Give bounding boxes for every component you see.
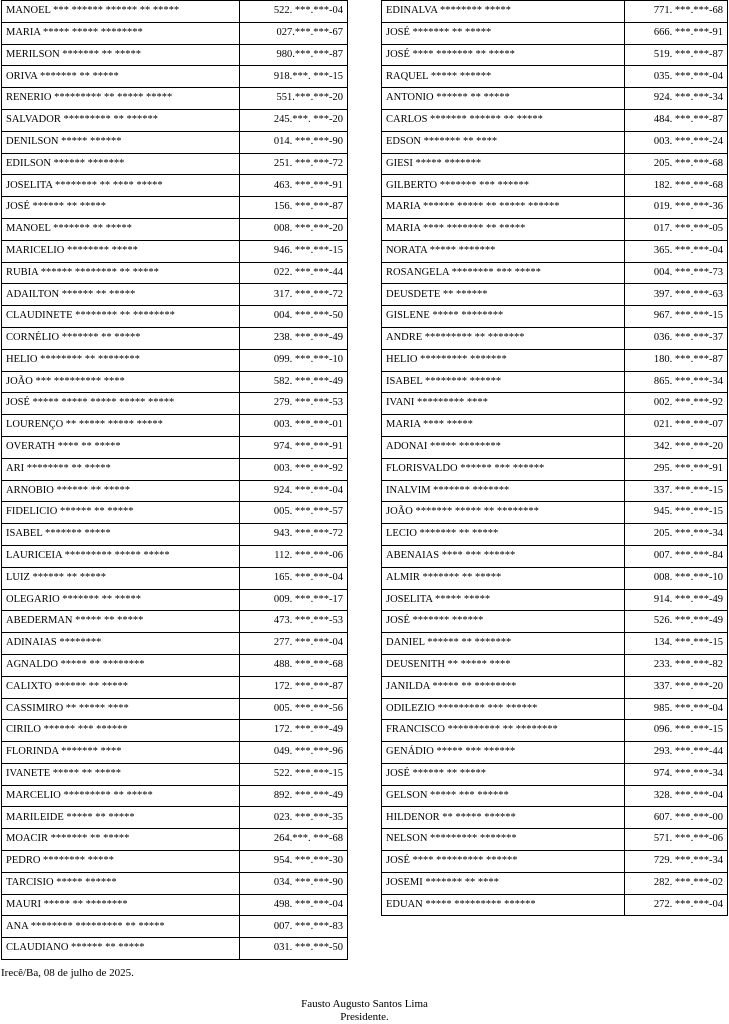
table-row	[382, 44, 728, 66]
member-name: OLEGARIO ******* ** *****	[2, 589, 240, 611]
member-name: EDILSON ****** *******	[2, 153, 240, 175]
table-row	[382, 524, 728, 546]
member-name: GISLENE ***** ********	[382, 306, 625, 328]
table-row	[2, 524, 348, 546]
member-name: ADINAIAS ********	[2, 633, 240, 655]
member-name: FLORINDA ******* ****	[2, 742, 240, 764]
table-row	[2, 197, 348, 219]
table-row	[2, 502, 348, 524]
member-name: LOURENÇO ** ***** ***** *****	[2, 415, 240, 437]
table-row	[382, 785, 728, 807]
table-row	[382, 153, 728, 175]
member-name: IVANI ********* ****	[382, 393, 625, 415]
table-row	[382, 327, 728, 349]
member-name: GENÁDIO ***** *** ******	[382, 742, 625, 764]
member-cpf: 342. ***.***-20	[625, 436, 728, 458]
table-row	[2, 371, 348, 393]
member-cpf: 251. ***.***-72	[240, 153, 348, 175]
member-cpf: 005. ***.***-57	[240, 502, 348, 524]
member-cpf: 473. ***.***-53	[240, 611, 348, 633]
member-name: NORATA ***** *******	[382, 240, 625, 262]
member-cpf: 134. ***.***-15	[625, 633, 728, 655]
table-row	[2, 131, 348, 153]
member-cpf: 009. ***.***-17	[240, 589, 348, 611]
table-row	[382, 88, 728, 110]
member-cpf: 498. ***.***-04	[240, 894, 348, 916]
member-name: DENILSON ***** ******	[2, 131, 240, 153]
table-row	[2, 262, 348, 284]
table-row	[2, 676, 348, 698]
member-name: JOSÉ ***** ***** ***** ***** *****	[2, 393, 240, 415]
member-name: JOÃO *** ********* ****	[2, 371, 240, 393]
table-row	[2, 742, 348, 764]
member-cpf: 397. ***.***-63	[625, 284, 728, 306]
member-name: MARIA ***** ***** ********	[2, 22, 240, 44]
member-name: SALVADOR ********* ** ******	[2, 109, 240, 131]
member-cpf: 003. ***.***-24	[625, 131, 728, 153]
member-cpf: 156. ***.***-87	[240, 197, 348, 219]
member-cpf: 272. ***.***-04	[625, 894, 728, 916]
member-name: JOSÉ ******* ** *****	[382, 22, 625, 44]
table-row	[382, 676, 728, 698]
member-cpf: 165. ***.***-04	[240, 567, 348, 589]
table-row	[382, 262, 728, 284]
member-name: RAQUEL ***** ******	[382, 66, 625, 88]
table-row	[382, 175, 728, 197]
table-row	[2, 306, 348, 328]
member-cpf: 892. ***.***-49	[240, 785, 348, 807]
member-name: EDSON ******* ** ****	[382, 131, 625, 153]
member-cpf: 980.***.***-87	[240, 44, 348, 66]
member-cpf: 282. ***.***-02	[625, 872, 728, 894]
table-row	[382, 109, 728, 131]
member-cpf: 036. ***.***-37	[625, 327, 728, 349]
member-name: ROSANGELA ******** *** *****	[382, 262, 625, 284]
member-cpf: 954. ***.***-30	[240, 851, 348, 873]
member-cpf: 172. ***.***-87	[240, 676, 348, 698]
table-row	[382, 851, 728, 873]
table-row	[382, 763, 728, 785]
member-cpf: 317. ***.***-72	[240, 284, 348, 306]
member-name: DEUSENITH ** ***** ****	[382, 654, 625, 676]
member-name: CASSIMIRO ** ***** ****	[2, 698, 240, 720]
table-row	[382, 306, 728, 328]
member-name: ANTONIO ****** ** *****	[382, 88, 625, 110]
table-row	[382, 131, 728, 153]
place-date: Irecê/Ba, 08 de julho de 2025.	[1, 967, 134, 979]
table-row	[2, 1, 348, 23]
member-cpf: 172. ***.***-49	[240, 720, 348, 742]
table-row	[2, 785, 348, 807]
member-name: ARNOBIO ****** ** *****	[2, 480, 240, 502]
member-cpf: 034. ***.***-90	[240, 872, 348, 894]
table-row	[2, 894, 348, 916]
table-row	[2, 436, 348, 458]
table-row	[382, 742, 728, 764]
member-name: HILDENOR ** ***** ******	[382, 807, 625, 829]
member-name: OVERATH **** ** *****	[2, 436, 240, 458]
table-row	[2, 44, 348, 66]
table-row	[382, 22, 728, 44]
member-name: ISABEL ******** ******	[382, 371, 625, 393]
member-name: ARI ******** ** *****	[2, 458, 240, 480]
signatory-name: Fausto Augusto Santos Lima	[301, 998, 428, 1010]
member-name: DEUSDETE ** ******	[382, 284, 625, 306]
member-cpf: 005. ***.***-56	[240, 698, 348, 720]
member-name: JOSÉ ****** ** *****	[2, 197, 240, 219]
table-row	[382, 807, 728, 829]
member-name: GIESI ***** *******	[382, 153, 625, 175]
member-cpf: 337. ***.***-15	[625, 480, 728, 502]
member-cpf: 205. ***.***-34	[625, 524, 728, 546]
member-cpf: 245.***. ***-20	[240, 109, 348, 131]
right-member-table	[381, 0, 728, 916]
table-row	[2, 175, 348, 197]
member-name: CLAUDINETE ******** ** ********	[2, 306, 240, 328]
table-row	[382, 458, 728, 480]
member-cpf: 112. ***.***-06	[240, 545, 348, 567]
member-cpf: 865. ***.***-34	[625, 371, 728, 393]
table-row	[382, 698, 728, 720]
table-row	[2, 240, 348, 262]
table-row	[382, 218, 728, 240]
table-row	[2, 66, 348, 88]
member-cpf: 027.***.***-67	[240, 22, 348, 44]
member-cpf: 974. ***.***-34	[625, 763, 728, 785]
table-row	[382, 611, 728, 633]
member-name: JANILDA ***** ** ********	[382, 676, 625, 698]
table-row	[382, 502, 728, 524]
member-cpf: 571. ***.***-06	[625, 829, 728, 851]
table-row	[2, 349, 348, 371]
member-cpf: 007. ***.***-83	[240, 916, 348, 938]
member-cpf: 607. ***.***-00	[625, 807, 728, 829]
left-member-table	[1, 0, 348, 960]
table-row	[2, 22, 348, 44]
member-name: LUIZ ****** ** *****	[2, 567, 240, 589]
table-row	[2, 153, 348, 175]
member-cpf: 522. ***.***-15	[240, 763, 348, 785]
member-name: CALIXTO ****** ** *****	[2, 676, 240, 698]
member-name: ODILEZIO ********* *** ******	[382, 698, 625, 720]
member-name: GELSON ***** *** ******	[382, 785, 625, 807]
member-name: AGNALDO ***** ** ********	[2, 654, 240, 676]
table-row	[2, 633, 348, 655]
member-name: HELIO ******** ** ********	[2, 349, 240, 371]
table-row	[2, 851, 348, 873]
member-cpf: 293. ***.***-44	[625, 742, 728, 764]
member-name: JOSELITA ***** *****	[382, 589, 625, 611]
table-row	[2, 829, 348, 851]
table-row	[382, 284, 728, 306]
member-name: RENERIO ********* ** ***** *****	[2, 88, 240, 110]
table-row	[382, 720, 728, 742]
table-row	[382, 415, 728, 437]
member-name: MANOEL *** ****** ****** ** *****	[2, 1, 240, 23]
member-cpf: 182. ***.***-68	[625, 175, 728, 197]
member-cpf: 008. ***.***-20	[240, 218, 348, 240]
table-row	[2, 807, 348, 829]
member-cpf: 003. ***.***-01	[240, 415, 348, 437]
member-cpf: 519. ***.***-87	[625, 44, 728, 66]
member-cpf: 582. ***.***-49	[240, 371, 348, 393]
member-name: FRANCISCO ********** ** ********	[382, 720, 625, 742]
member-cpf: 967. ***.***-15	[625, 306, 728, 328]
table-row	[2, 545, 348, 567]
member-name: TARCISIO ***** ******	[2, 872, 240, 894]
member-cpf: 551.***.***-20	[240, 88, 348, 110]
member-cpf: 924. ***.***-34	[625, 88, 728, 110]
member-cpf: 522. ***.***-04	[240, 1, 348, 23]
table-row	[2, 916, 348, 938]
member-name: ORIVA ******* ** *****	[2, 66, 240, 88]
member-name: LAURICEIA ********* ***** *****	[2, 545, 240, 567]
member-name: IVANETE ***** ** *****	[2, 763, 240, 785]
member-name: LECIO ******* ** *****	[382, 524, 625, 546]
member-cpf: 238. ***.***-49	[240, 327, 348, 349]
table-row	[2, 458, 348, 480]
member-cpf: 943. ***.***-72	[240, 524, 348, 546]
member-cpf: 771. ***.***-68	[625, 1, 728, 23]
table-row	[382, 349, 728, 371]
table-row	[2, 589, 348, 611]
member-name: ISABEL ******* *****	[2, 524, 240, 546]
member-cpf: 004. ***.***-73	[625, 262, 728, 284]
member-cpf: 488. ***.***-68	[240, 654, 348, 676]
member-cpf: 023. ***.***-35	[240, 807, 348, 829]
member-cpf: 328. ***.***-04	[625, 785, 728, 807]
right-member-table-body	[382, 1, 728, 916]
member-name: MARICELIO ******** *****	[2, 240, 240, 262]
table-row	[382, 371, 728, 393]
member-cpf: 002. ***.***-92	[625, 393, 728, 415]
member-name: FIDELICIO ****** ** *****	[2, 502, 240, 524]
table-row	[2, 480, 348, 502]
member-cpf: 031. ***.***-50	[240, 938, 348, 960]
member-name: CLAUDIANO ****** ** *****	[2, 938, 240, 960]
member-cpf: 022. ***.***-44	[240, 262, 348, 284]
member-cpf: 049. ***.***-96	[240, 742, 348, 764]
member-name: NELSON ********* *******	[382, 829, 625, 851]
table-row	[382, 436, 728, 458]
table-row	[382, 872, 728, 894]
table-row	[382, 567, 728, 589]
member-cpf: 021. ***.***-07	[625, 415, 728, 437]
table-row	[382, 1, 728, 23]
table-row	[2, 611, 348, 633]
member-name: EDUAN ***** ********* ******	[382, 894, 625, 916]
member-name: MARIA **** *****	[382, 415, 625, 437]
member-name: PEDRO ******** *****	[2, 851, 240, 873]
member-name: ADAILTON ****** ** *****	[2, 284, 240, 306]
member-cpf: 946. ***.***-15	[240, 240, 348, 262]
member-cpf: 180. ***.***-87	[625, 349, 728, 371]
member-cpf: 019. ***.***-36	[625, 197, 728, 219]
signatory-role: Presidente.	[340, 1011, 389, 1023]
member-name: JOÃO ******* ***** ** ********	[382, 502, 625, 524]
member-name: JOSELITA ******** ** **** *****	[2, 175, 240, 197]
member-cpf: 014. ***.***-90	[240, 131, 348, 153]
member-name: MAURI ***** ** ********	[2, 894, 240, 916]
table-row	[382, 654, 728, 676]
table-row	[382, 66, 728, 88]
table-row	[2, 720, 348, 742]
member-cpf: 096. ***.***-15	[625, 720, 728, 742]
member-name: CARLOS ******* ****** ** *****	[382, 109, 625, 131]
member-name: MARILEIDE ***** ** *****	[2, 807, 240, 829]
member-name: CIRILO ****** *** ******	[2, 720, 240, 742]
table-row	[2, 698, 348, 720]
member-name: EDINALVA ******** *****	[382, 1, 625, 23]
member-cpf: 295. ***.***-91	[625, 458, 728, 480]
member-name: INALVIM ******* *******	[382, 480, 625, 502]
member-cpf: 945. ***.***-15	[625, 502, 728, 524]
member-name: ABENAIAS **** *** ******	[382, 545, 625, 567]
member-cpf: 484. ***.***-87	[625, 109, 728, 131]
member-name: ABEDERMAN ***** ** *****	[2, 611, 240, 633]
table-row	[2, 567, 348, 589]
member-cpf: 004. ***.***-50	[240, 306, 348, 328]
member-name: ANA ******** ********* ** *****	[2, 916, 240, 938]
member-cpf: 918.***. ***-15	[240, 66, 348, 88]
member-name: MARIA ****** ***** ** ***** ******	[382, 197, 625, 219]
member-name: JOSÉ **** ******* ** *****	[382, 44, 625, 66]
member-name: MANOEL ******* ** *****	[2, 218, 240, 240]
table-row	[382, 393, 728, 415]
member-cpf: 666. ***.***-91	[625, 22, 728, 44]
member-cpf: 985. ***.***-04	[625, 698, 728, 720]
member-name: DANIEL ****** ** *******	[382, 633, 625, 655]
member-cpf: 008. ***.***-10	[625, 567, 728, 589]
table-row	[2, 415, 348, 437]
member-name: ADONAI ***** ********	[382, 436, 625, 458]
member-name: GILBERTO ******* *** ******	[382, 175, 625, 197]
member-cpf: 914. ***.***-49	[625, 589, 728, 611]
member-name: ALMIR ******* ** *****	[382, 567, 625, 589]
member-cpf: 264.***. ***-68	[240, 829, 348, 851]
table-row	[2, 284, 348, 306]
table-row	[2, 109, 348, 131]
member-cpf: 003. ***.***-92	[240, 458, 348, 480]
left-member-table-body	[2, 1, 348, 960]
table-row	[382, 633, 728, 655]
table-row	[382, 589, 728, 611]
member-name: MERILSON ******* ** *****	[2, 44, 240, 66]
member-name: CORNÉLIO ******* ** *****	[2, 327, 240, 349]
member-cpf: 277. ***.***-04	[240, 633, 348, 655]
table-row	[2, 327, 348, 349]
member-cpf: 007. ***.***-84	[625, 545, 728, 567]
member-cpf: 337. ***.***-20	[625, 676, 728, 698]
member-name: ANDRE ********* ** *******	[382, 327, 625, 349]
table-row	[382, 197, 728, 219]
member-name: JOSÉ **** ********* ******	[382, 851, 625, 873]
member-cpf: 233. ***.***-82	[625, 654, 728, 676]
table-row	[2, 872, 348, 894]
member-cpf: 729. ***.***-34	[625, 851, 728, 873]
member-cpf: 526. ***.***-49	[625, 611, 728, 633]
member-name: RUBIA ****** ******** ** *****	[2, 262, 240, 284]
member-cpf: 099. ***.***-10	[240, 349, 348, 371]
table-row	[382, 894, 728, 916]
table-row	[2, 763, 348, 785]
table-row	[382, 240, 728, 262]
member-name: FLORISVALDO ****** *** ******	[382, 458, 625, 480]
member-cpf: 974. ***.***-91	[240, 436, 348, 458]
member-cpf: 924. ***.***-04	[240, 480, 348, 502]
table-row	[2, 393, 348, 415]
table-row	[382, 480, 728, 502]
table-row	[2, 938, 348, 960]
member-cpf: 279. ***.***-53	[240, 393, 348, 415]
table-row	[382, 829, 728, 851]
member-name: JOSÉ ******* ******	[382, 611, 625, 633]
table-row	[2, 218, 348, 240]
member-name: MARIA **** ******* ** *****	[382, 218, 625, 240]
member-name: MOACIR ******* ** *****	[2, 829, 240, 851]
member-name: JOSEMI ******* ** ****	[382, 872, 625, 894]
table-row	[2, 88, 348, 110]
member-name: HELIO ********* *******	[382, 349, 625, 371]
member-cpf: 365. ***.***-04	[625, 240, 728, 262]
member-name: JOSÉ ****** ** *****	[382, 763, 625, 785]
member-cpf: 017. ***.***-05	[625, 218, 728, 240]
table-row	[2, 654, 348, 676]
member-cpf: 463. ***.***-91	[240, 175, 348, 197]
member-cpf: 205. ***.***-68	[625, 153, 728, 175]
member-name: MARCELIO ********* ** *****	[2, 785, 240, 807]
member-cpf: 035. ***.***-04	[625, 66, 728, 88]
table-row	[382, 545, 728, 567]
